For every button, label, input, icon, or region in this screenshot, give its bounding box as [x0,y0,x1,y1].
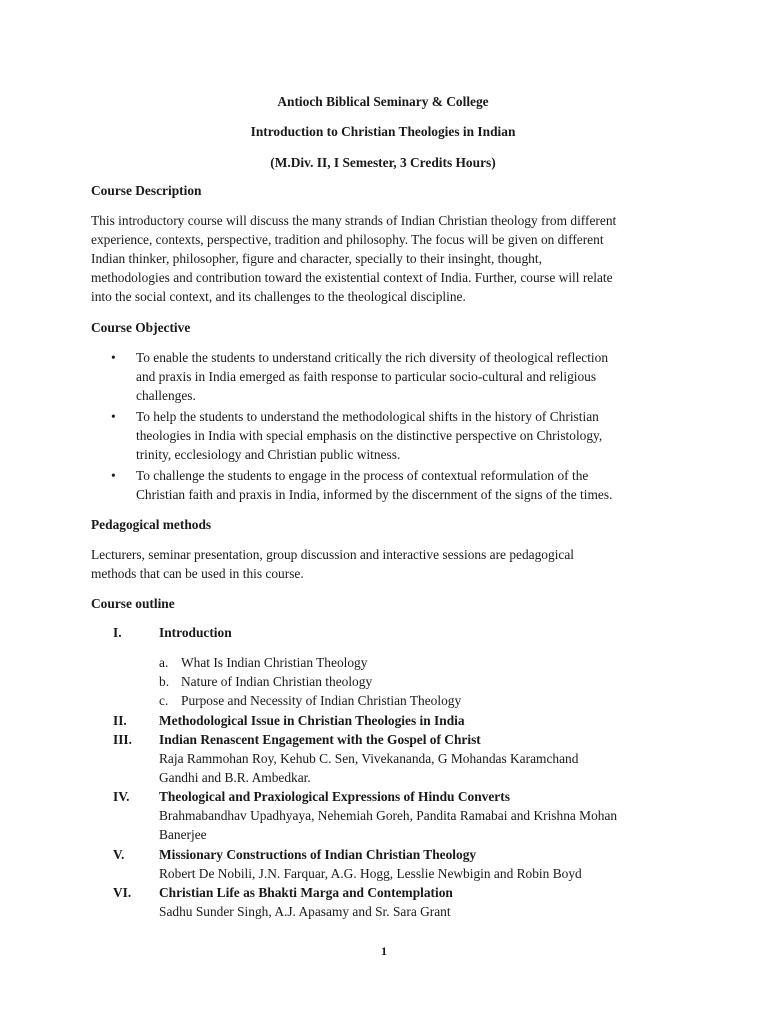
outline-subitem: Purpose and Necessity of Indian Christian Theology [181,693,462,708]
outline-numeral: II. [113,713,127,728]
outline-section-title: Christian Life as Bhakti Marga and Contemplation [159,885,453,900]
outline-section-body: Sadhu Sunder Singh, A.J. Apasamy and Sr. Sara Grant [159,904,451,919]
bullet-icon: • [111,350,116,365]
outline-subitem-letter: a. [159,655,169,670]
course-description-heading: Course Description [91,183,202,198]
objective-line: trinity, ecclesiology and Christian public witness. [136,447,401,462]
description-line: into the social context, and its challenges to the theological discipline. [91,289,466,304]
outline-section-body: Banerjee [159,827,207,842]
objective-line: To challenge the students to engage in the process of contextual reformulation of the [136,468,589,483]
outline-section-body: Robert De Nobili, J.N. Farquar, A.G. Hogg, Lesslie Newbigin and Robin Boyd [159,866,582,881]
outline-section-body: Brahmabandhav Upadhyaya, Nehemiah Goreh, Pandita Ramabai and Krishna Mohan [159,808,618,823]
outline-numeral: III. [113,732,132,747]
objective-line: To enable the students to understand critically the rich diversity of theological reflection [136,350,609,365]
outline-numeral: IV. [113,789,130,804]
description-line: This introductory course will discuss the many strands of Indian Christian theology from different [91,213,617,228]
outline-section-title: Introduction [159,625,232,640]
outline-numeral: V. [113,847,125,862]
objective-line: To help the students to understand the methodological shifts in the history of Christian [136,409,599,424]
outline-subitem-letter: c. [159,693,169,708]
outline-numeral: VI. [113,885,132,900]
objective-line: Christian faith and praxis in India, informed by the discernment of the signs of the times. [136,487,613,502]
outline-section-body: Gandhi and B.R. Ambedkar. [159,770,311,785]
objective-line: theologies in India with special emphasis on the distinctive perspective on Christology, [136,428,603,443]
institution-title: Antioch Biblical Seminary & College [277,94,489,109]
page-number: 1 [381,944,387,958]
pedagogy-line: methods that can be used in this course. [91,566,304,581]
course-outline-heading: Course outline [91,596,175,611]
bullet-icon: • [111,409,116,424]
pedagogy-line: Lecturers, seminar presentation, group discussion and interactive sessions are pedagogical [91,547,575,562]
outline-subitem: Nature of Indian Christian theology [181,674,373,689]
outline-section-title: Methodological Issue in Christian Theologies in India [159,713,465,728]
outline-numeral: I. [113,625,122,640]
outline-section-title: Missionary Constructions of Indian Christian Theology [159,847,477,862]
description-line: experience, contexts, perspective, tradition and philosophy. The focus will be given on different [91,232,604,247]
pedagogical-methods-heading: Pedagogical methods [91,517,212,532]
course-objective-heading: Course Objective [91,320,191,335]
objective-line: challenges. [136,388,196,403]
outline-section-body: Raja Rammohan Roy, Kehub C. Sen, Vivekananda, G Mohandas Karamchand [159,751,579,766]
course-title: Introduction to Christian Theologies in Indian [250,124,516,139]
outline-subitem: What Is Indian Christian Theology [181,655,368,670]
bullet-icon: • [111,468,116,483]
outline-section-title: Theological and Praxiological Expressions of Hindu Converts [159,789,510,804]
outline-subitem-letter: b. [159,674,170,689]
description-line: Indian thinker, philosopher, figure and character, specially to their insinght, thought, [91,251,542,266]
outline-section-title: Indian Renascent Engagement with the Gospel of Christ [159,732,481,747]
objective-line: and praxis in India emerged as faith response to particular socio-cultural and religious [136,369,597,384]
description-line: methodologies and contribution toward the existential context of India. Further, course will relate [91,270,613,285]
course-details: (M.Div. II, I Semester, 3 Credits Hours) [270,155,496,170]
